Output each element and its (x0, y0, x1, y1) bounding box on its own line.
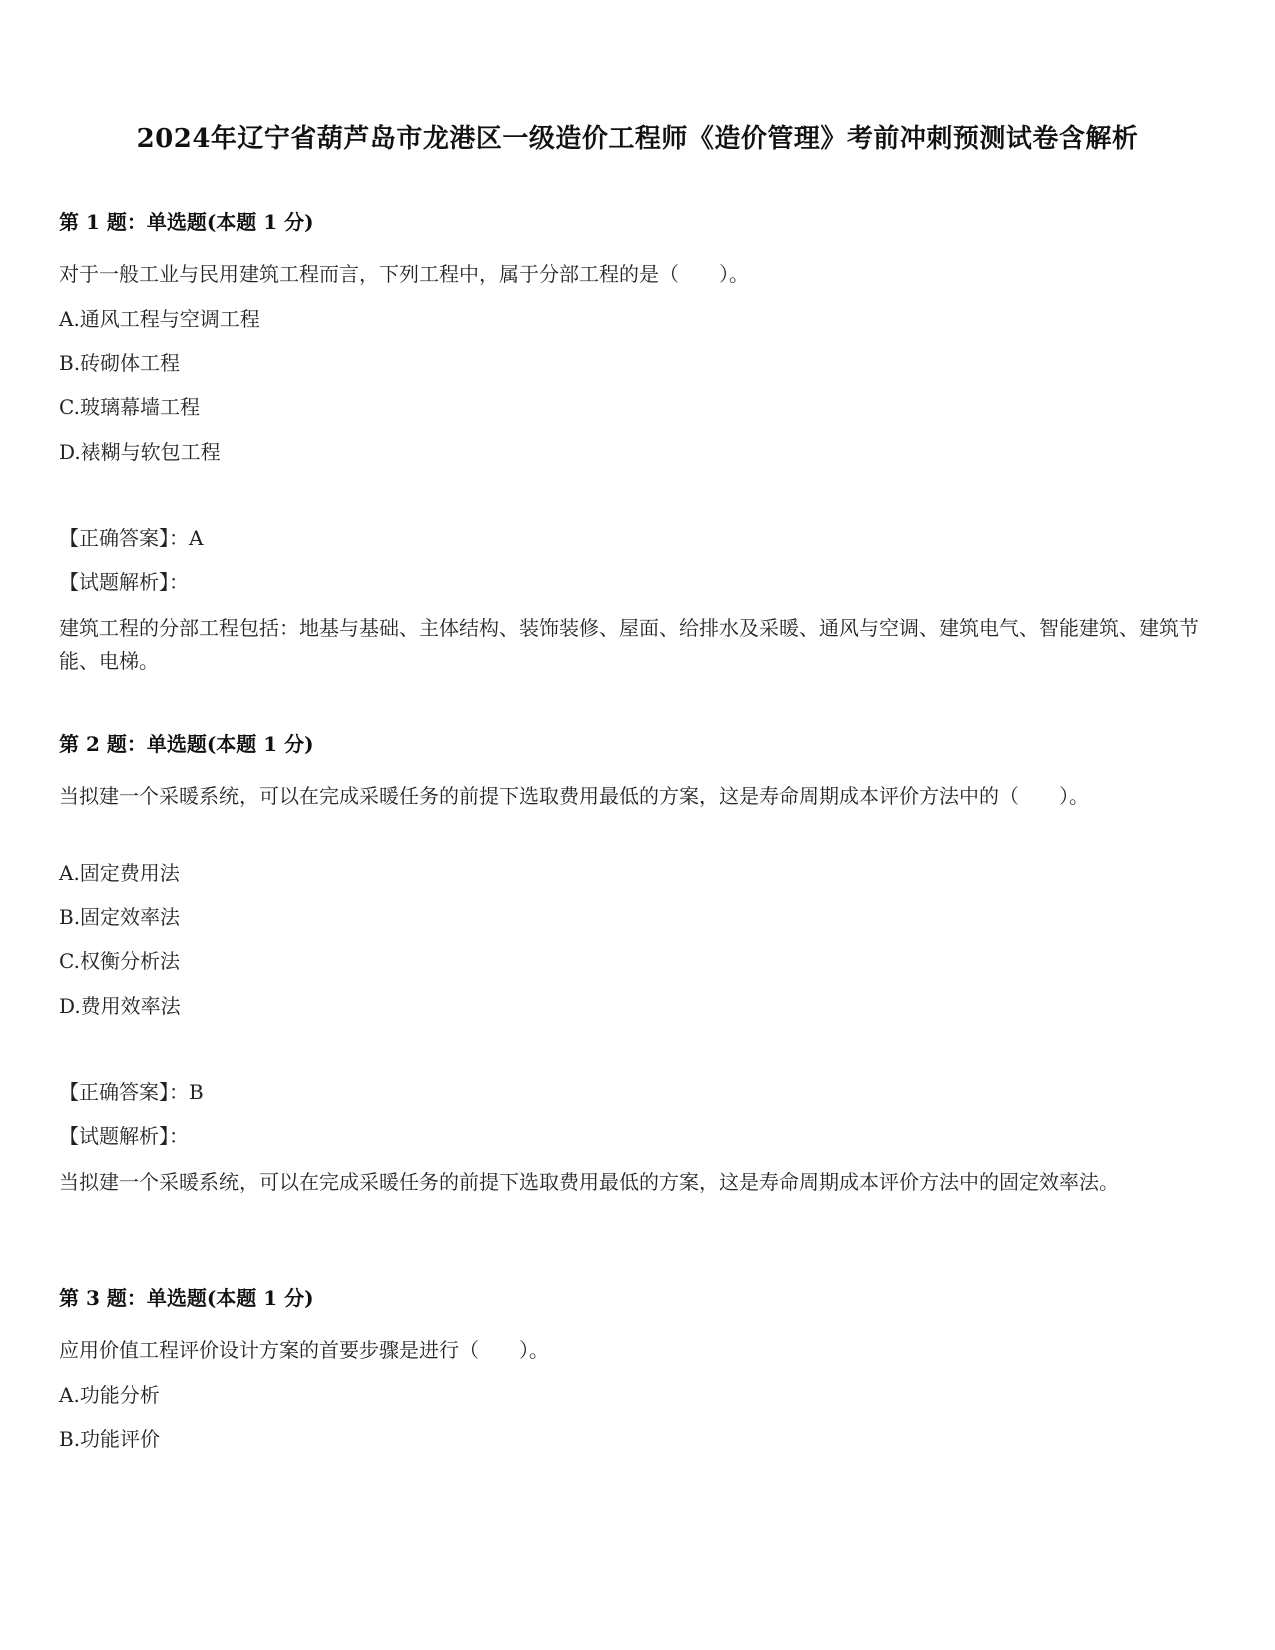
question-2-option-c: C.权衡分析法 (59, 949, 180, 973)
question-2-heading: 第 2 题：单选题(本题 1 分) (59, 732, 314, 756)
question-1-option-a: A.通风工程与空调工程 (59, 307, 260, 331)
question-1-option-d: D.裱糊与软包工程 (59, 440, 221, 464)
question-2-option-d: D.费用效率法 (59, 994, 181, 1018)
question-1-analysis-label: 【试题解析】： (59, 570, 189, 594)
question-1-option-c: C.玻璃幕墙工程 (59, 395, 200, 419)
question-1-analysis: 建筑工程的分部工程包括：地基与基础、主体结构、装饰装修、屋面、给排水及采暖、通风与空调、建筑电气、智能建筑、建筑节能、电梯。 (59, 616, 1199, 673)
question-3-option-a: A.功能分析 (59, 1383, 160, 1407)
question-1-stem: 对于一般工业与民用建筑工程而言，下列工程中，属于分部工程的是（ ）。 (59, 262, 749, 286)
question-1-option-b: B.砖砌体工程 (59, 351, 181, 375)
question-3-option-b: B.功能评价 (59, 1427, 161, 1451)
question-3-stem: 应用价值工程评价设计方案的首要步骤是进行（ ）。 (59, 1338, 549, 1362)
question-2-option-a: A.固定费用法 (59, 861, 180, 885)
document-title: 2024年辽宁省葫芦岛市龙港区一级造价工程师《造价管理》考前冲刺预测试卷含解析 (136, 124, 1139, 154)
question-1-heading: 第 1 题：单选题(本题 1 分) (59, 210, 314, 234)
question-1-answer: 【正确答案】：A (59, 526, 204, 550)
question-2-stem: 当拟建一个采暖系统，可以在完成采暖任务的前提下选取费用最低的方案，这是寿命周期成本评价方法中的（ ）。 (59, 784, 1089, 808)
question-3-heading: 第 3 题：单选题(本题 1 分) (59, 1286, 314, 1310)
question-2-answer: 【正确答案】：B (59, 1080, 204, 1104)
question-2-analysis-label: 【试题解析】： (59, 1124, 189, 1148)
question-2-option-b: B.固定效率法 (59, 905, 181, 929)
question-2-analysis: 当拟建一个采暖系统，可以在完成采暖任务的前提下选取费用最低的方案，这是寿命周期成本评价方法中的固定效率法。 (59, 1170, 1119, 1194)
